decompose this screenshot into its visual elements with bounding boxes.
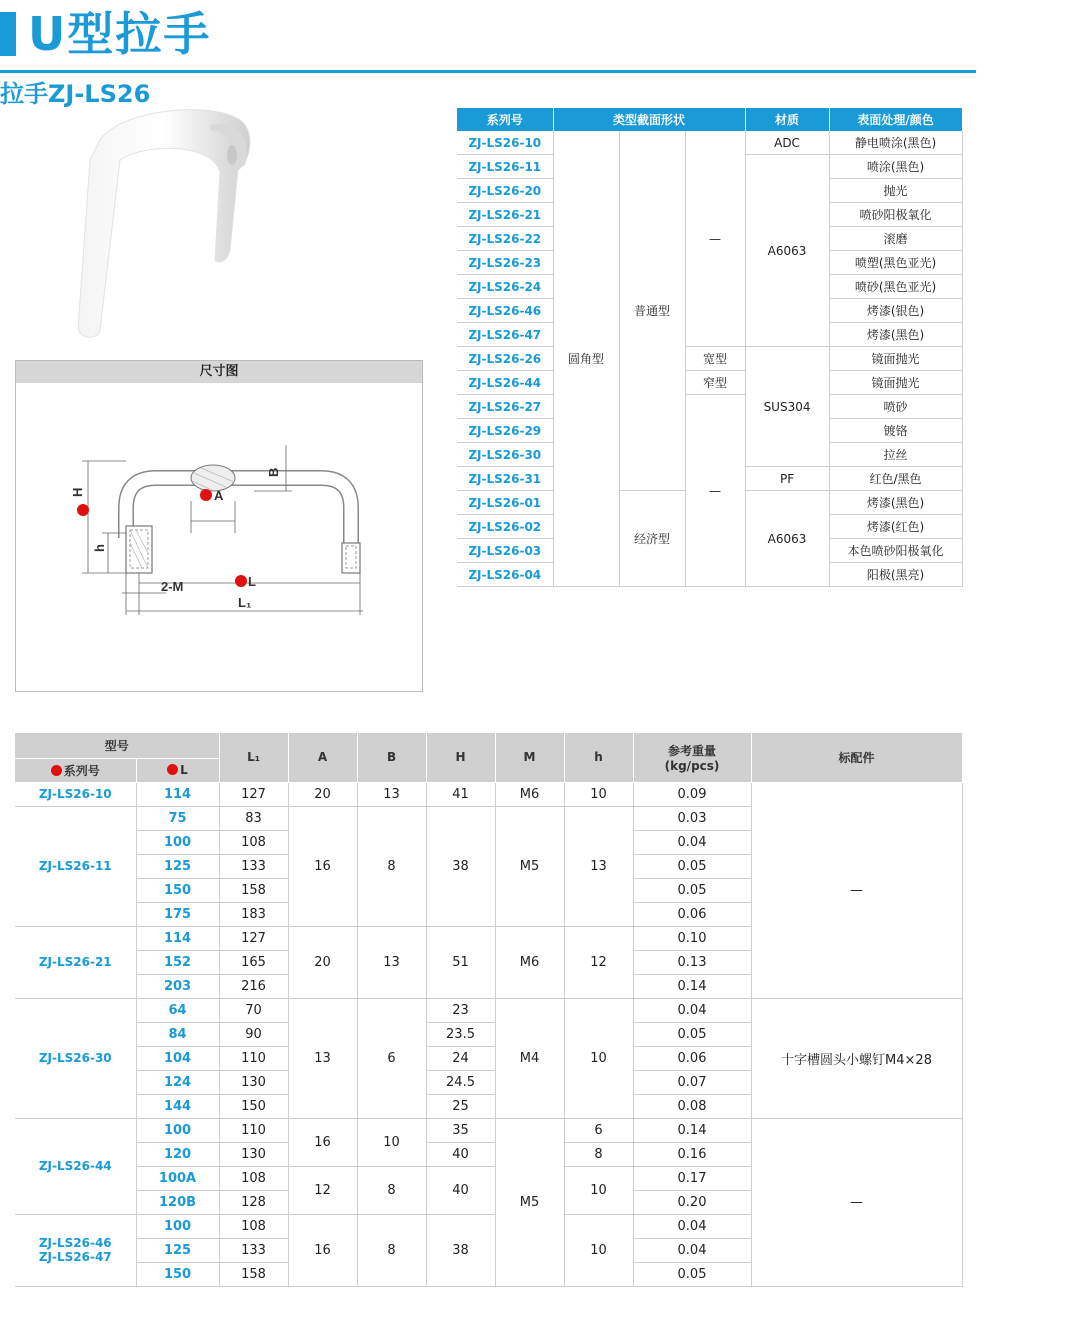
dim-series-id: ZJ-LS26-47 bbox=[38, 1250, 112, 1264]
dim-L: 203 bbox=[136, 974, 219, 998]
dim-header-series bbox=[15, 758, 136, 782]
dim-h: 12 bbox=[564, 926, 633, 998]
marker-L bbox=[235, 575, 247, 587]
dim-header-L bbox=[136, 758, 219, 782]
dim-L1: 108 bbox=[219, 1214, 288, 1238]
dim-header-series-label: 系列号 bbox=[63, 763, 100, 778]
dim-H: 38 bbox=[426, 806, 495, 926]
dim-L1: 183 bbox=[219, 902, 288, 926]
dim-M: M5 bbox=[495, 1118, 564, 1286]
dim-L: 114 bbox=[136, 926, 219, 950]
dim-header-weight bbox=[633, 733, 751, 782]
dim-A: 20 bbox=[288, 782, 357, 806]
spec-width-dash: — bbox=[685, 131, 745, 347]
spec-finish: 镜面抛光 bbox=[829, 347, 962, 371]
dim-L1: 127 bbox=[219, 782, 288, 806]
marker-H bbox=[77, 504, 89, 516]
dim-accessory: — bbox=[751, 782, 962, 998]
dim-L1: 133 bbox=[219, 854, 288, 878]
spec-finish: 喷砂(黑色亚光) bbox=[829, 275, 962, 299]
dim-M: M6 bbox=[495, 926, 564, 998]
spec-header-finish: 表面处理/颜色 bbox=[829, 108, 962, 131]
spec-finish: 烤漆(红色) bbox=[829, 515, 962, 539]
dim-header-H: H bbox=[426, 733, 495, 782]
spec-series-id: ZJ-LS26-04 bbox=[457, 563, 553, 587]
dim-H: 25 bbox=[426, 1094, 495, 1118]
dim-header-accessory: 标配件 bbox=[751, 733, 962, 782]
spec-finish: 喷塑(黑色亚光) bbox=[829, 251, 962, 275]
dim-L: 125 bbox=[136, 854, 219, 878]
dim-L: 114 bbox=[136, 782, 219, 806]
dim-series: ZJ-LS26-21 bbox=[15, 926, 136, 998]
dim-L1: 130 bbox=[219, 1142, 288, 1166]
dim-H: 41 bbox=[426, 782, 495, 806]
dim-B: 13 bbox=[357, 782, 426, 806]
label-L1: L₁ bbox=[238, 595, 252, 610]
dim-B: 6 bbox=[357, 998, 426, 1118]
dimension-drawing bbox=[16, 383, 422, 691]
dim-header-A: A bbox=[288, 733, 357, 782]
spec-series-id: ZJ-LS26-26 bbox=[457, 347, 553, 371]
dim-L1: 165 bbox=[219, 950, 288, 974]
dim-header-h: h bbox=[564, 733, 633, 782]
dim-weight: 0.10 bbox=[633, 926, 751, 950]
dim-L1: 133 bbox=[219, 1238, 288, 1262]
dim-weight: 0.04 bbox=[633, 830, 751, 854]
dim-L1: 90 bbox=[219, 1022, 288, 1046]
dim-header-weight-unit: (kg/pcs) bbox=[664, 758, 720, 773]
dim-H: 24.5 bbox=[426, 1070, 495, 1094]
label-L: L bbox=[248, 574, 256, 589]
dim-series-id: ZJ-LS26-46 bbox=[38, 1236, 112, 1250]
dim-M: M5 bbox=[495, 806, 564, 926]
dim-h: 6 bbox=[564, 1118, 633, 1142]
dim-A: 16 bbox=[288, 1118, 357, 1166]
title-accent-bar bbox=[0, 12, 16, 56]
dim-h: 10 bbox=[564, 782, 633, 806]
dim-A: 16 bbox=[288, 806, 357, 926]
dim-B: 8 bbox=[357, 1166, 426, 1214]
dim-weight: 0.04 bbox=[633, 1214, 751, 1238]
page-subtitle: 拉手ZJ-LS26 bbox=[0, 80, 151, 108]
spec-finish: 烤漆(银色) bbox=[829, 299, 962, 323]
spec-type-economy: 经济型 bbox=[619, 491, 685, 587]
dim-A: 20 bbox=[288, 926, 357, 998]
spec-material-a6063b: A6063 bbox=[745, 491, 829, 587]
dim-header-L-label: L bbox=[180, 763, 188, 777]
dim-accessory: 十字槽圆头小螺钉M4×28 bbox=[751, 998, 962, 1118]
spec-shape-corner: 圆角型 bbox=[553, 131, 619, 587]
dim-header-B: B bbox=[357, 733, 426, 782]
dim-H: 40 bbox=[426, 1142, 495, 1166]
spec-width-narrow: 窄型 bbox=[685, 371, 745, 395]
dim-accessory: — bbox=[751, 1118, 962, 1286]
spec-finish: 镀铬 bbox=[829, 419, 962, 443]
dim-series: ZJ-LS26-44 bbox=[15, 1118, 136, 1214]
label-h: h bbox=[92, 544, 107, 552]
dimension-table bbox=[15, 733, 963, 1287]
spec-type-normal: 普通型 bbox=[619, 131, 685, 491]
handle-outline bbox=[126, 478, 351, 573]
spec-series-id: ZJ-LS26-31 bbox=[457, 467, 553, 491]
spec-finish: 静电喷涂(黑色) bbox=[829, 131, 962, 155]
dim-h: 10 bbox=[564, 1214, 633, 1286]
dim-L1: 128 bbox=[219, 1190, 288, 1214]
page-title: U型拉手 bbox=[28, 7, 212, 61]
dim-B: 10 bbox=[357, 1118, 426, 1166]
dim-weight: 0.06 bbox=[633, 1046, 751, 1070]
series-spec-table bbox=[457, 108, 963, 587]
dim-L: 175 bbox=[136, 902, 219, 926]
spec-series-id: ZJ-LS26-20 bbox=[457, 179, 553, 203]
dim-L: 125 bbox=[136, 1238, 219, 1262]
dim-L: 120 bbox=[136, 1142, 219, 1166]
spec-material-sus304: SUS304 bbox=[745, 347, 829, 467]
marker-dot bbox=[51, 765, 62, 776]
dim-H: 35 bbox=[426, 1118, 495, 1142]
dim-weight: 0.14 bbox=[633, 974, 751, 998]
spec-header-material: 材质 bbox=[745, 108, 829, 131]
spec-finish: 本色喷砂阳极氧化 bbox=[829, 539, 962, 563]
dim-B: 8 bbox=[357, 806, 426, 926]
dim-L: 150 bbox=[136, 1262, 219, 1286]
label-A: A bbox=[214, 488, 224, 503]
dim-L: 84 bbox=[136, 1022, 219, 1046]
spec-series-id: ZJ-LS26-29 bbox=[457, 419, 553, 443]
dim-weight: 0.05 bbox=[633, 1262, 751, 1286]
spec-finish: 镜面抛光 bbox=[829, 371, 962, 395]
spec-finish: 滚磨 bbox=[829, 227, 962, 251]
dim-weight: 0.03 bbox=[633, 806, 751, 830]
dim-h: 10 bbox=[564, 1166, 633, 1214]
dim-L1: 127 bbox=[219, 926, 288, 950]
spec-header-series: 系列号 bbox=[457, 108, 553, 131]
dim-series: ZJ-LS26-30 bbox=[15, 998, 136, 1118]
dim-series: ZJ-LS26-10 bbox=[15, 782, 136, 806]
dim-H: 38 bbox=[426, 1214, 495, 1286]
dim-header-model: 型号 bbox=[15, 733, 219, 758]
spec-material-a6063: A6063 bbox=[745, 155, 829, 347]
dim-weight: 0.16 bbox=[633, 1142, 751, 1166]
spec-finish: 红色/黑色 bbox=[829, 467, 962, 491]
dim-weight: 0.07 bbox=[633, 1070, 751, 1094]
dim-weight: 0.05 bbox=[633, 854, 751, 878]
dim-B: 13 bbox=[357, 926, 426, 998]
dim-weight: 0.08 bbox=[633, 1094, 751, 1118]
dim-header-M: M bbox=[495, 733, 564, 782]
dimension-drawing-panel bbox=[15, 360, 423, 692]
spec-width-dash: — bbox=[685, 395, 745, 587]
dim-weight: 0.14 bbox=[633, 1118, 751, 1142]
dim-weight: 0.13 bbox=[633, 950, 751, 974]
spec-width-wide: 宽型 bbox=[685, 347, 745, 371]
dim-L: 144 bbox=[136, 1094, 219, 1118]
dim-weight: 0.17 bbox=[633, 1166, 751, 1190]
spec-series-id: ZJ-LS26-01 bbox=[457, 491, 553, 515]
dim-L1: 110 bbox=[219, 1046, 288, 1070]
dim-M: M4 bbox=[495, 998, 564, 1118]
dim-H: 23.5 bbox=[426, 1022, 495, 1046]
spec-finish: 喷涂(黑色) bbox=[829, 155, 962, 179]
dim-L: 64 bbox=[136, 998, 219, 1022]
dim-weight: 0.20 bbox=[633, 1190, 751, 1214]
spec-material-pf: PF bbox=[745, 467, 829, 491]
dim-L: 100 bbox=[136, 1214, 219, 1238]
title-divider bbox=[0, 70, 976, 73]
spec-series-id: ZJ-LS26-21 bbox=[457, 203, 553, 227]
dim-L: 104 bbox=[136, 1046, 219, 1070]
spec-series-id: ZJ-LS26-47 bbox=[457, 323, 553, 347]
dim-B: 8 bbox=[357, 1214, 426, 1286]
dim-L: 152 bbox=[136, 950, 219, 974]
spec-finish: 拉丝 bbox=[829, 443, 962, 467]
dim-L1: 158 bbox=[219, 878, 288, 902]
dim-L1: 83 bbox=[219, 806, 288, 830]
dim-L1: 110 bbox=[219, 1118, 288, 1142]
dim-L1: 130 bbox=[219, 1070, 288, 1094]
spec-header-shape: 类型截面形状 bbox=[553, 108, 745, 131]
spec-material-adc: ADC bbox=[745, 131, 829, 155]
dim-A: 13 bbox=[288, 998, 357, 1118]
spec-series-id: ZJ-LS26-11 bbox=[457, 155, 553, 179]
dim-H: 51 bbox=[426, 926, 495, 998]
dim-h: 10 bbox=[564, 998, 633, 1118]
spec-series-id: ZJ-LS26-46 bbox=[457, 299, 553, 323]
dim-series bbox=[15, 1214, 136, 1286]
dim-L1: 216 bbox=[219, 974, 288, 998]
dim-L: 75 bbox=[136, 806, 219, 830]
dim-weight: 0.09 bbox=[633, 782, 751, 806]
dim-weight: 0.04 bbox=[633, 1238, 751, 1262]
spec-series-id: ZJ-LS26-24 bbox=[457, 275, 553, 299]
spec-series-id: ZJ-LS26-27 bbox=[457, 395, 553, 419]
dimension-drawing-title: 尺寸图 bbox=[16, 361, 422, 383]
dim-A: 16 bbox=[288, 1214, 357, 1286]
spec-series-id: ZJ-LS26-23 bbox=[457, 251, 553, 275]
dim-weight: 0.04 bbox=[633, 998, 751, 1022]
spec-finish: 阳极(黑亮) bbox=[829, 563, 962, 587]
dim-series: ZJ-LS26-11 bbox=[15, 806, 136, 926]
spec-finish: 喷砂阳极氧化 bbox=[829, 203, 962, 227]
dim-L1: 70 bbox=[219, 998, 288, 1022]
dim-weight: 0.05 bbox=[633, 878, 751, 902]
dim-weight: 0.06 bbox=[633, 902, 751, 926]
dim-L: 124 bbox=[136, 1070, 219, 1094]
dim-H: 24 bbox=[426, 1046, 495, 1070]
spec-series-id: ZJ-LS26-10 bbox=[457, 131, 553, 155]
dim-L: 100 bbox=[136, 1118, 219, 1142]
dim-L1: 108 bbox=[219, 830, 288, 854]
dim-L1: 108 bbox=[219, 1166, 288, 1190]
dim-A: 12 bbox=[288, 1166, 357, 1214]
spec-finish: 喷砂 bbox=[829, 395, 962, 419]
dim-h: 8 bbox=[564, 1142, 633, 1166]
spec-finish: 抛光 bbox=[829, 179, 962, 203]
dim-header-L1: L₁ bbox=[219, 733, 288, 782]
marker-A bbox=[200, 489, 212, 501]
spec-series-id: ZJ-LS26-02 bbox=[457, 515, 553, 539]
label-H: H bbox=[70, 487, 85, 497]
spec-series-id: ZJ-LS26-03 bbox=[457, 539, 553, 563]
dim-M: M6 bbox=[495, 782, 564, 806]
dim-h: 13 bbox=[564, 806, 633, 926]
dim-L1: 158 bbox=[219, 1262, 288, 1286]
dim-H: 23 bbox=[426, 998, 495, 1022]
spec-finish: 烤漆(黑色) bbox=[829, 491, 962, 515]
dim-weight: 0.05 bbox=[633, 1022, 751, 1046]
dim-L: 120B bbox=[136, 1190, 219, 1214]
spec-series-id: ZJ-LS26-22 bbox=[457, 227, 553, 251]
label-B: B bbox=[266, 467, 281, 477]
spec-series-id: ZJ-LS26-44 bbox=[457, 371, 553, 395]
label-2M: 2-M bbox=[161, 579, 184, 594]
dim-header-weight-label: 参考重量 bbox=[668, 743, 717, 758]
dim-L: 100 bbox=[136, 830, 219, 854]
dim-L1: 150 bbox=[219, 1094, 288, 1118]
product-image bbox=[60, 100, 280, 350]
dim-L: 150 bbox=[136, 878, 219, 902]
spec-series-id: ZJ-LS26-30 bbox=[457, 443, 553, 467]
spec-finish: 烤漆(黑色) bbox=[829, 323, 962, 347]
marker-dot bbox=[167, 764, 178, 775]
dim-L: 100A bbox=[136, 1166, 219, 1190]
dim-H: 40 bbox=[426, 1166, 495, 1214]
